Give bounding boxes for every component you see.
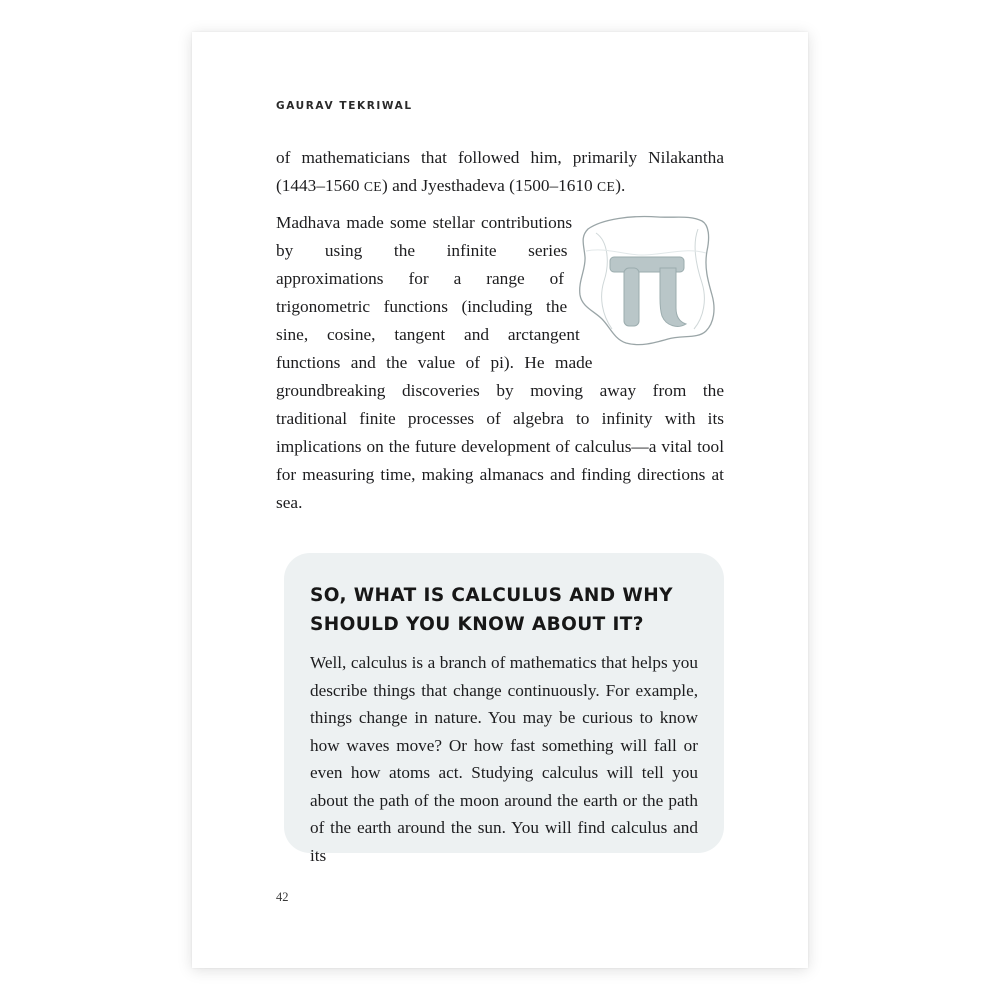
callout-box bbox=[284, 553, 724, 865]
paragraph-1: of mathematicians that followed him, primarily Nilakantha (1443–1560 CE) and Jyesthadeva (1500–1610 CE). bbox=[276, 148, 724, 195]
callout-title: SO, WHAT IS CALCULUS AND WHY SHOULD YOU KNOW ABOUT IT? bbox=[310, 585, 673, 635]
paragraph-2-wrapper bbox=[276, 209, 724, 517]
pi-symbol-torn-paper-illustration bbox=[572, 211, 724, 361]
running-head-author: GAURAV TEKRIWAL bbox=[276, 100, 413, 112]
page-content bbox=[192, 32, 808, 968]
book-page bbox=[192, 32, 808, 968]
paragraph-2-text: Madhava made some stellar contributions by using the infinite series approximations for a range of trigonometric functions (including the sine, cosine, tangent and arctangent functions and the value of pi). He made groundbreaking discoveries by moving away from the traditional finite processes of algebra to infinity with its implications on the future development of calculus—a vital tool for measuring time, making almanacs and finding directions at sea. bbox=[276, 213, 724, 512]
page-number: 42 bbox=[276, 890, 289, 904]
callout-body: Well, calculus is a branch of mathematics that helps you describe things that change continuously. For example, things change in nature. You may be curious to know how waves move? Or how fast something will fall or even how atoms act. Studying calculus will tell you about the path of the moon around the earth or the path of the earth around the sun. You will find calculus and its bbox=[310, 653, 698, 865]
